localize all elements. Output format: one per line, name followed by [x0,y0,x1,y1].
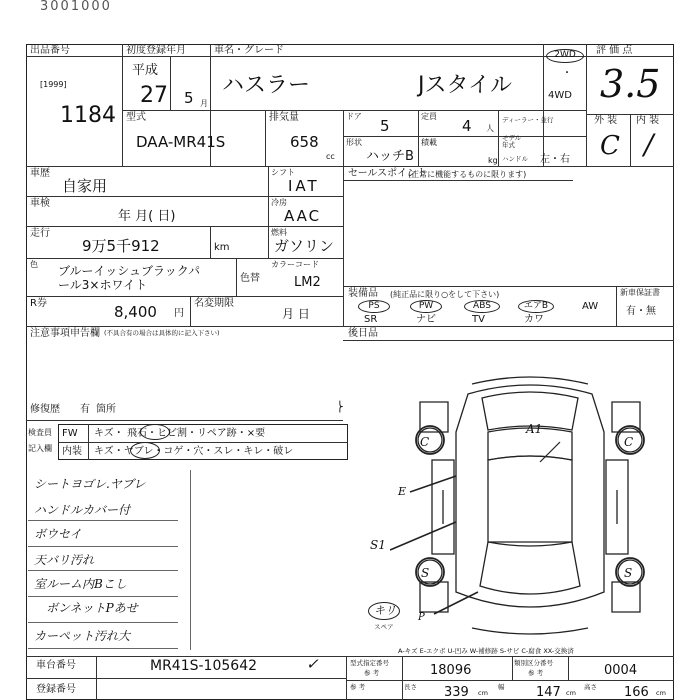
load-unit: kg [488,156,498,165]
width-unit: cm [566,689,576,697]
seat-note-label: 後日品 [348,328,378,339]
height-value: 166 [624,685,649,700]
interior-label: 内 装 [636,115,660,126]
remark-3: ボウセイ [34,527,82,541]
dims-ref: 参 考 [350,683,366,691]
shift-value: IAT [288,177,320,195]
drive-sep: ・ [562,68,572,79]
remark-2: ハンドルカバー付 [34,503,131,517]
type-no: 18096 [430,663,472,678]
cat-no-ref: 参 考 [528,669,544,677]
displacement-label: 排気量 [269,112,299,123]
mark-e: E [398,485,407,498]
sales-points-sub: (正常に機能するものに限ります) [408,170,527,179]
equip-navi: ナビ [416,314,436,325]
spare-sub: スペア [374,623,394,631]
height-unit: cm [656,689,666,697]
first-registration-label: 初度登録年月 [126,45,186,56]
doors-label: ドア [346,112,362,121]
recycle-label: R券 [30,298,47,309]
height-label: 高さ [584,683,597,691]
dealer-label: ディーラー・並行 [502,116,554,124]
fw-label: FW [62,428,78,439]
inspector-label-2: 記入欄 [28,444,52,453]
displacement-unit: cc [326,152,335,161]
mark-s-rear-left: S [421,566,430,580]
chassis-value: MR41S-105642 [150,658,258,674]
repair-label: 修復歴 [30,404,60,415]
mileage-unit: km [214,242,230,253]
damage-legend: A-キズ E-エクボ U-凹み W-補修跡 S-サビ C-腐食 XX-交換済 [398,647,574,655]
history-value: 自家用 [62,177,108,195]
color-code: LM2 [294,275,321,290]
lot-number: 1184 [60,103,116,128]
drive-4wd: 4WD [548,90,572,101]
fw-circle [140,424,170,440]
mark-c-front-left: C [420,435,430,449]
notes-label: 注意事項申告欄 [30,328,100,339]
equip-pw: PW [410,300,442,313]
top-fragment: 3001000 [40,0,112,14]
model-label: 型式 [126,112,146,123]
cat-no-label: 類別区分番号 [514,659,553,667]
car-damage-diagram [390,372,670,642]
fuel-label: 燃料 [271,228,287,237]
color-code-label: カラーコード [271,260,319,269]
inspector-label-1: 検査員 [28,428,52,437]
reg-month: 5 [184,89,194,107]
chassis-label: 車台番号 [36,660,76,671]
warranty-book-value: 有・無 [626,306,656,317]
type-no-label: 型式指定番号 [350,659,389,667]
length-value: 339 [444,685,469,700]
rating-score: 3.5 [600,62,661,106]
interior-inspect-label: 内装 [62,446,82,457]
color-label: 色 [30,260,38,269]
color-change-label: 色替 [240,273,260,284]
spare-label: キリ [374,604,396,617]
color-value-2: ール3×ホワイト [58,278,148,292]
warranty-label: 名変期限 [194,298,234,309]
mark-c-front-right: C [624,435,634,449]
fw-items: キズ・ 飛石・ヒビ割・リペア跡・×要 [94,428,266,439]
handle-label: ハンドル [502,155,528,163]
load-label: 積載 [421,138,437,147]
handle-value: 左・右 [540,154,570,165]
ac-value: AAC [284,207,322,225]
inspection-label: 車検 [30,198,50,209]
width-label: 幅 [498,683,505,691]
equip-sr: SR [364,314,378,325]
car-name: ハスラー [222,73,311,98]
lot-number-label: 出品番号 [30,45,70,56]
notes-sub: (不具合有の場合は具体的に記入下さい) [104,329,220,337]
shift-label: シフト [271,168,295,177]
capacity-value: 4 [462,117,472,135]
reg-year: 27 [140,83,168,108]
fuel-value: ガソリン [274,237,335,255]
recycle-unit: 円 [174,308,184,319]
width-value: 147 [536,685,561,700]
repair-unit: 箇所 [96,404,116,415]
mark-s-rear-right: S [624,566,633,580]
doors-value: 5 [380,117,390,135]
remark-4: 天バリ汚れ [34,553,95,567]
drive-2wd: 2WD [546,49,584,63]
exterior-grade: C [600,131,620,161]
car-grade: Jスタイル [418,73,513,98]
equip-abs: ABS [464,300,500,313]
exterior-label: 外 装 [594,115,618,126]
type-no-ref: 参 考 [364,669,380,677]
rating-label: 評 価 点 [596,45,633,56]
model-value: DAA-MR41S [136,133,226,151]
inspection-value: 年 月( 日) [118,209,176,224]
remark-1: シートヨゴレ.ヤブレ [34,477,146,491]
model-year-label: モデル 年式 [502,134,522,149]
history-label: 車歴 [30,168,50,179]
mileage-label: 走行 [30,228,50,239]
equip-leather: カワ [524,314,544,325]
warranty-value: 月 日 [282,307,310,321]
capacity-unit: 人 [486,124,494,133]
mileage-value: 9万5千912 [82,237,160,255]
body-value: ハッチB [366,149,414,164]
era: 平成 [132,63,159,78]
chassis-check: ✓ [306,655,319,673]
length-label: 長さ [404,683,417,691]
remark-7: カーペット汚れ大 [34,629,131,643]
int-circle [130,442,160,459]
color-value-1: ブルーイッシュブラックパ [58,264,201,278]
length-unit: cm [478,689,488,697]
capacity-label: 定員 [421,112,437,121]
cat-no: 0004 [604,663,638,678]
recycle-value: 8,400 [114,303,157,321]
equip-airbag: エアB [518,300,554,313]
equip-ps: PS [358,300,390,313]
registration-label: 登録番号 [36,684,76,695]
equip-tv: TV [472,314,485,325]
ac-label: 冷房 [271,198,287,207]
equipment-sub: (純正品に限り○をして下さい) [390,290,500,299]
equipment-label: 装備品 [348,288,378,299]
repair-value: 有 [80,404,90,415]
body-label: 形状 [346,138,362,147]
displacement-value: 658 [290,133,319,151]
remark-6: ボンネットPあせ [46,601,138,615]
mark-a1: A1 [526,422,543,436]
sales-points-label: セールスポイント [348,168,428,179]
interior-grade: / [644,128,654,161]
mark-p: P [418,612,425,623]
mark-s1: S1 [370,538,386,552]
reg-month-unit: 月 [200,99,208,108]
warranty-book-label: 新車保証書 [620,288,660,297]
equip-aw: AW [582,301,599,312]
remark-5: 室ルーム内Bこし [34,577,127,591]
car-name-label: 車名・グレード [214,45,284,56]
interior-inspect-items: キズ・ヤブレ・コゲ・穴・スレ・キレ・破レ [94,446,294,457]
lot-code: [1999] [40,80,67,89]
